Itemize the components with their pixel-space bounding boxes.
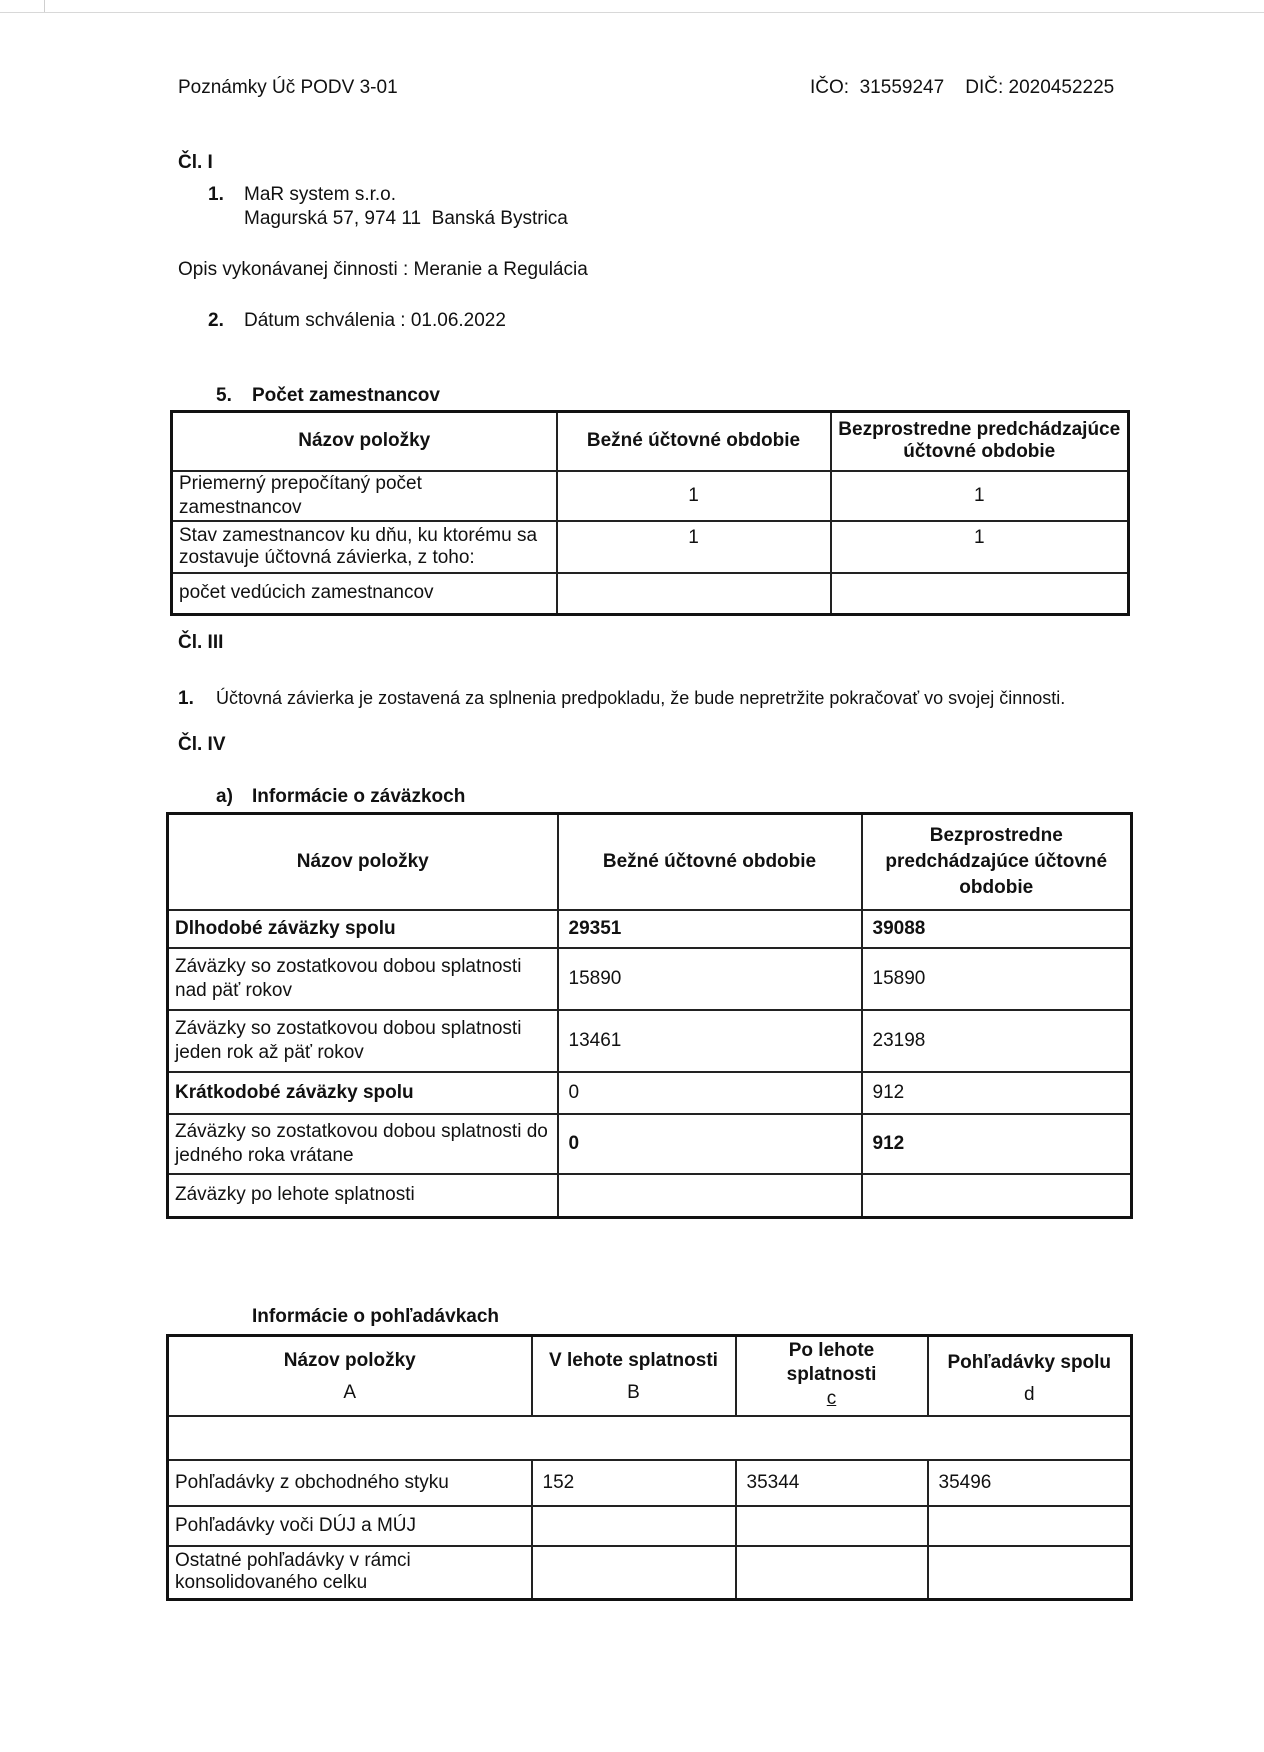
table-row (168, 1416, 1132, 1460)
receivables-table (166, 1334, 1133, 1601)
table-row (168, 1114, 1132, 1174)
table-cell: 35496 (928, 1460, 1132, 1506)
column-header-label: V lehote splatnosti (549, 1350, 718, 1371)
column-header-label: Po lehote splatnosti (786, 1340, 877, 1385)
liabilities-title-prefix: a) (216, 786, 233, 807)
column-header: Bežné účtovné obdobie (557, 412, 831, 471)
table-cell: 1 (557, 521, 831, 573)
column-header: Názov položky (168, 814, 558, 910)
liabilities-title: Informácie o záväzkoch (252, 786, 466, 807)
table-cell: 912 (862, 1114, 1132, 1174)
table-row (168, 1506, 1132, 1546)
item-number: 2. (208, 310, 224, 331)
employees-title: Počet zamestnancov (252, 385, 440, 406)
table-row (168, 1460, 1132, 1506)
table-cell (532, 1506, 736, 1546)
table-cell: Dlhodobé záväzky spolu (168, 910, 558, 948)
table-row (168, 1174, 1132, 1218)
item-number: 1. (178, 688, 194, 709)
table-cell (928, 1546, 1132, 1600)
column-header-label: Pohľadávky spolu (947, 1352, 1112, 1373)
scan-edge-mark (44, 0, 45, 12)
table-cell (558, 1174, 862, 1218)
company-name: MaR system s.r.o. (244, 184, 397, 205)
table-cell: 1 (831, 521, 1129, 573)
table-cell (831, 573, 1129, 615)
section-heading-cl1: Čl. I (178, 152, 213, 173)
column-header (532, 1336, 736, 1416)
header-left: Poznámky Úč PODV 3-01 (178, 77, 398, 98)
receivables-title: Informácie o pohľadávkach (252, 1306, 499, 1327)
table-cell: Priemerný prepočítaný počet zamestnancov (172, 471, 557, 521)
table-header-row (172, 412, 1129, 471)
table-cell: 39088 (862, 910, 1132, 948)
column-header-letter: d (1023, 1384, 1035, 1405)
table-header-row (168, 814, 1132, 910)
table-cell: 29351 (558, 910, 862, 948)
table-cell: Záväzky po lehote splatnosti (168, 1174, 558, 1218)
table-cell (736, 1546, 928, 1600)
going-concern-statement: Účtovná závierka je zostavená za splnenia predpokladu, že bude nepretržite pokračovať vo svojej činnosti. (216, 688, 1066, 708)
table-row (168, 910, 1132, 948)
table-row (168, 1010, 1132, 1072)
column-header: Bezprostredne predchádzajúce účtovné obdobie (862, 814, 1132, 910)
table-cell (557, 573, 831, 615)
table-cell (168, 1416, 1132, 1460)
table-cell: 0 (558, 1114, 862, 1174)
table-cell: 912 (862, 1072, 1132, 1114)
header-right: IČO: 31559247 DIČ: 2020452225 (810, 77, 1115, 98)
table-cell: 0 (558, 1072, 862, 1114)
table-cell (862, 1174, 1132, 1218)
table-cell: Pohľadávky z obchodného styku (168, 1460, 532, 1506)
section-heading-cl3: Čl. III (178, 632, 224, 653)
table-row (168, 948, 1132, 1010)
column-header: Bežné účtovné obdobie (558, 814, 862, 910)
column-header: Názov položky (172, 412, 557, 471)
table-cell: Ostatné pohľadávky v rámci konsolidovaného celku (168, 1546, 532, 1600)
table-cell (532, 1546, 736, 1600)
employees-title-number: 5. (216, 385, 232, 406)
table-cell: Pohľadávky voči DÚJ a MÚJ (168, 1506, 532, 1546)
column-header-letter: c (826, 1388, 837, 1409)
table-cell: Krátkodobé záväzky spolu (168, 1072, 558, 1114)
table-row (168, 1072, 1132, 1114)
column-header-letter: B (627, 1382, 640, 1403)
scan-edge-line (0, 12, 1264, 13)
column-header-letter: A (343, 1382, 357, 1403)
column-header (928, 1336, 1132, 1416)
table-cell: 1 (831, 471, 1129, 521)
table-cell: Stav zamestnancov ku dňu, ku ktorému sa zostavuje účtovná závierka, z toho: (172, 521, 557, 573)
table-header-row (168, 1336, 1132, 1416)
table-cell: 13461 (558, 1010, 862, 1072)
activity-description: Opis vykonávanej činnosti : Meranie a Regulácia (178, 259, 588, 280)
column-header: Bezprostredne predchádzajúce účtovné obdobie (831, 412, 1129, 471)
section-heading-cl4: Čl. IV (178, 734, 226, 755)
table-cell: Záväzky so zostatkovou dobou splatnosti nad päť rokov (168, 948, 558, 1010)
table-row (172, 471, 1129, 521)
table-cell: 1 (557, 471, 831, 521)
table-cell: 152 (532, 1460, 736, 1506)
table-row (172, 573, 1129, 615)
table-row (172, 521, 1129, 573)
table-cell: počet vedúcich zamestnancov (172, 573, 557, 615)
employees-table (170, 410, 1130, 616)
column-header (736, 1336, 928, 1416)
table-cell: 35344 (736, 1460, 928, 1506)
table-cell (736, 1506, 928, 1546)
table-cell: 15890 (558, 948, 862, 1010)
table-cell: Záväzky so zostatkovou dobou splatnosti jeden rok až päť rokov (168, 1010, 558, 1072)
table-cell: 15890 (862, 948, 1132, 1010)
table-cell: 23198 (862, 1010, 1132, 1072)
approval-date: Dátum schválenia : 01.06.2022 (244, 310, 506, 331)
table-cell (928, 1506, 1132, 1546)
liabilities-table (166, 812, 1133, 1219)
company-address: Magurská 57, 974 11 Banská Bystrica (244, 208, 568, 229)
table-cell: Záväzky so zostatkovou dobou splatnosti do jedného roka vrátane (168, 1114, 558, 1174)
column-header (168, 1336, 532, 1416)
column-header-label: Názov položky (283, 1350, 416, 1371)
table-row (168, 1546, 1132, 1600)
item-number: 1. (208, 184, 224, 205)
